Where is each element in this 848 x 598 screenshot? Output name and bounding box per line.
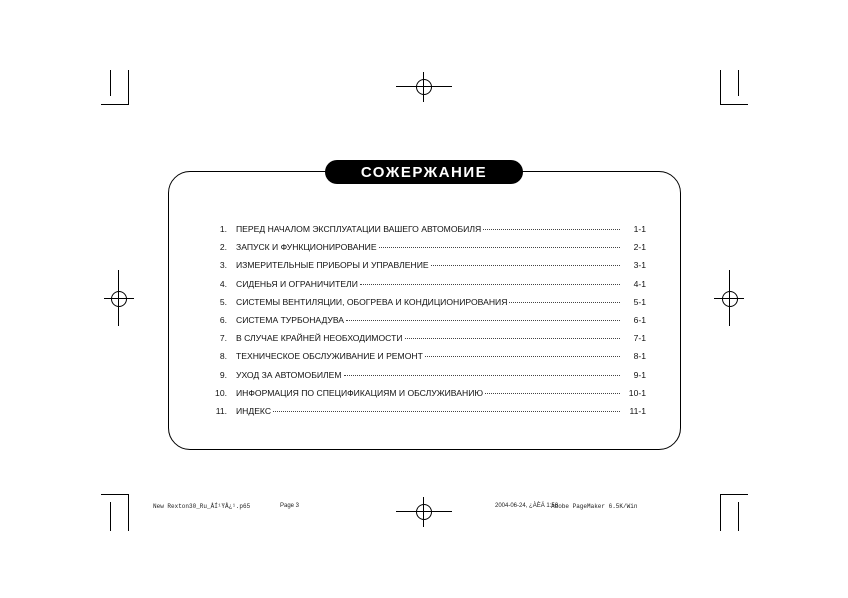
toc-entry-title: СИСТЕМЫ ВЕНТИЛЯЦИИ, ОБОГРЕВА И КОНДИЦИОНИРОВАНИЯ (236, 296, 508, 307)
toc-leader-dots (405, 338, 621, 339)
toc-entry (200, 370, 646, 388)
toc-entry (200, 315, 646, 333)
crop-mark-bottom-right (720, 494, 721, 531)
toc-entry (200, 260, 646, 278)
toc-entry-number: 10. (215, 387, 227, 398)
toc-entry-title: ИНДЕКС (236, 405, 272, 416)
crop-mark-bottom-right (738, 502, 739, 531)
toc-entry-number: 1. (219, 224, 227, 234)
toc-entry-number: 7. (219, 333, 227, 344)
toc-entry-number: 5. (219, 296, 227, 307)
toc-entry-number: 2. (219, 242, 227, 253)
slug-page-number: Page 3 (280, 503, 300, 509)
toc-entry-title: ЗАПУСК И ФУНКЦИОНИРОВАНИЕ (236, 242, 377, 253)
toc-entry (200, 242, 646, 260)
toc-entry (200, 224, 646, 242)
toc-entry-page: 6-1 (633, 314, 646, 325)
crop-mark-bottom-right (720, 494, 748, 495)
toc-entry-title: УХОД ЗА АВТОМОБИЛЕМ (236, 369, 342, 380)
toc-entry-page: 9-1 (633, 369, 646, 380)
toc-leader-dots (346, 320, 620, 321)
toc-entry (200, 351, 646, 369)
toc-entry (200, 333, 646, 351)
page-title: СОЖЕРЖАНИЕ (325, 160, 523, 184)
toc-entry (200, 297, 646, 315)
toc-entry-page: 4-1 (633, 278, 646, 289)
crop-mark-top-left (110, 70, 111, 96)
toc-entry (200, 406, 646, 424)
toc-leader-dots (273, 411, 620, 412)
toc-entry-number: 8. (219, 351, 227, 362)
toc-entry (200, 388, 646, 406)
crop-mark-bottom-left (101, 494, 129, 495)
toc-entry-page: 8-1 (633, 351, 646, 362)
slug-date: 2004-06-24, ¿ÀÈÄ 1:56 (495, 503, 559, 509)
crop-mark-top-left (128, 70, 129, 105)
crop-mark-top-right (738, 70, 739, 96)
crop-mark-bottom-left (128, 494, 129, 531)
toc-entry-title: ИНФОРМАЦИЯ ПО СПЕЦИФИКАЦИЯМ И ОБСЛУЖИВАНИЮ (236, 387, 484, 398)
toc-entry-number: 11. (215, 405, 227, 416)
toc-leader-dots (379, 247, 620, 248)
toc-entry (200, 279, 646, 297)
toc-entry-page: 11-1 (629, 405, 646, 416)
toc-entry-number: 9. (219, 369, 227, 380)
crop-mark-top-right (720, 104, 748, 105)
toc-entry-number: 3. (219, 260, 227, 271)
crop-mark-top-left (101, 104, 129, 105)
table-of-contents (200, 224, 646, 424)
slug-file-name: New Rexton30_Ru_ÅÍ¹ŸÂ¿¹.p65 (153, 503, 251, 510)
toc-entry-number: 6. (219, 314, 227, 325)
toc-entry-page: 7-1 (633, 333, 646, 344)
slug-application: Adobe PageMaker 6.5K/Win (551, 503, 638, 510)
toc-entry-page: 3-1 (633, 260, 646, 271)
toc-leader-dots (509, 302, 620, 303)
toc-leader-dots (360, 284, 620, 285)
toc-entry-number: 4. (219, 278, 227, 289)
toc-leader-dots (344, 375, 620, 376)
toc-entry-page: 5-1 (633, 296, 646, 307)
toc-entry-title: В СЛУЧАЕ КРАЙНЕЙ НЕОБХОДИМОСТИ (236, 333, 403, 344)
toc-entry-page: 10-1 (628, 387, 646, 398)
toc-entry-title: СИДЕНЬЯ И ОГРАНИЧИТЕЛИ (236, 278, 358, 289)
crop-mark-top-right (720, 70, 721, 105)
toc-entry-title: ПЕРЕД НАЧАЛОМ ЭКСПЛУАТАЦИИ ВАШЕГО АВТОМОБИЛЯ (236, 224, 482, 234)
toc-entry-title: ИЗМЕРИТЕЛЬНЫЕ ПРИБОРЫ И УПРАВЛЕНИЕ (236, 260, 429, 271)
toc-leader-dots (485, 393, 620, 394)
crop-mark-bottom-left (110, 502, 111, 531)
toc-entry-title: СИСТЕМА ТУРБОНАДУВА (236, 314, 345, 325)
toc-leader-dots (425, 356, 620, 357)
toc-entry-page: 1-1 (633, 224, 646, 234)
toc-entry-title: ТЕХНИЧЕСКОЕ ОБСЛУЖИВАНИЕ И РЕМОНТ (236, 351, 423, 362)
toc-leader-dots (483, 229, 620, 230)
toc-leader-dots (431, 265, 620, 266)
toc-entry-page: 2-1 (633, 242, 646, 253)
